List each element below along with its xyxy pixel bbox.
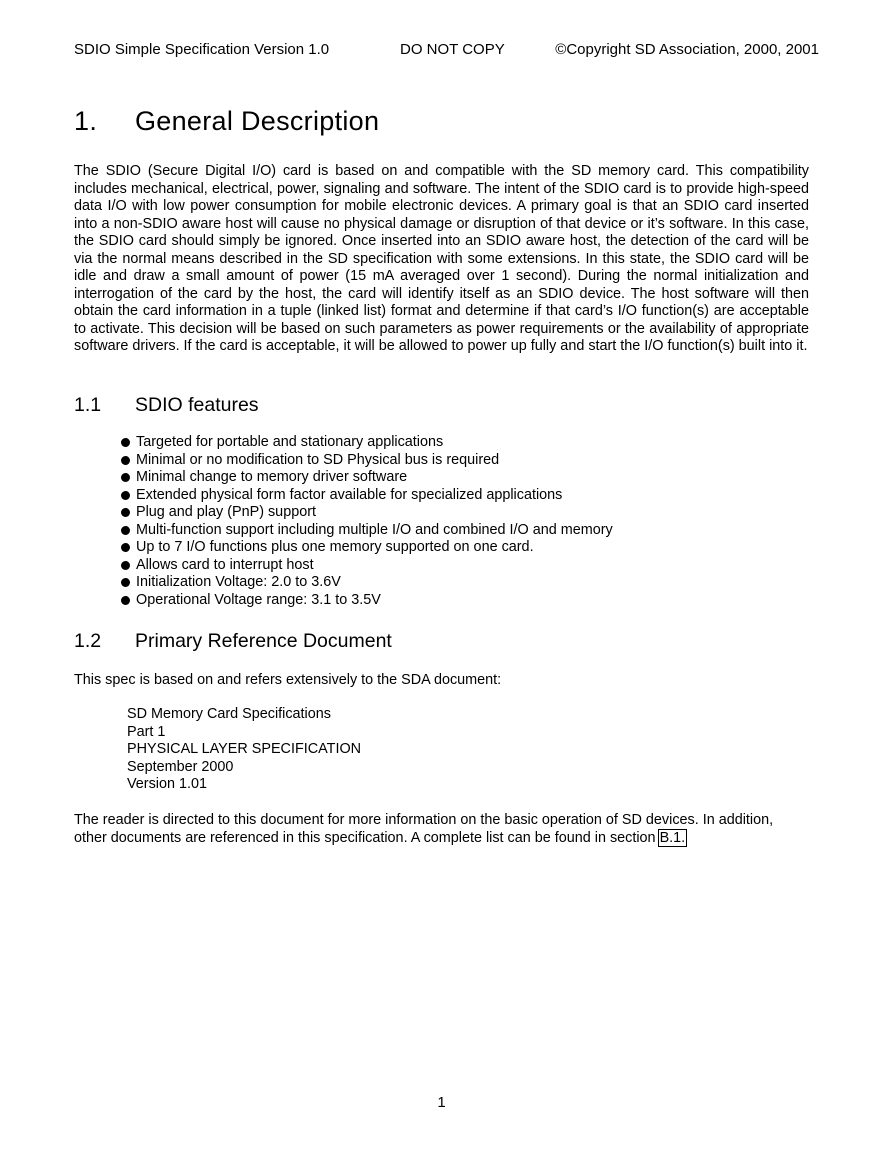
reference-line: September 2000 <box>127 758 234 775</box>
section-number: 1.2 <box>74 630 102 652</box>
feature-item <box>120 539 613 557</box>
bullet-icon <box>121 543 130 552</box>
bullet-icon <box>121 508 130 517</box>
page-header <box>74 41 819 59</box>
feature-item <box>120 504 613 522</box>
feature-text: Multi-function support including multiple I/O and combined I/O and memory <box>136 521 613 538</box>
closing-paragraph <box>74 812 809 847</box>
reference-line: SD Memory Card Specifications <box>127 706 331 722</box>
reference-line: PHYSICAL LAYER SPECIFICATION <box>127 741 362 757</box>
feature-text: Extended physical form factor available for specialized applications <box>136 486 563 503</box>
section-heading-1-1 <box>74 393 259 417</box>
feature-text: Operational Voltage range: 3.1 to 3.5V <box>136 591 381 608</box>
bullet-icon <box>121 473 130 482</box>
page-number: 1 <box>437 1094 446 1111</box>
feature-item <box>120 574 613 592</box>
reference-intro: This spec is based on and refers extensively to the SDA document: <box>74 672 502 688</box>
reference-document-block <box>127 706 361 794</box>
section-heading-1-2 <box>74 629 392 653</box>
feature-item <box>120 452 613 470</box>
reference-line: Part 1 <box>127 723 166 740</box>
bullet-icon <box>121 561 130 570</box>
feature-text: Minimal change to memory driver software <box>136 469 408 485</box>
bullet-icon <box>121 491 130 500</box>
section-b1-link[interactable]: B.1. <box>659 829 686 846</box>
feature-text: Up to 7 I/O functions plus one memory supported on one card. <box>136 539 534 555</box>
header-spec-title: SDIO Simple Specification Version 1.0 <box>74 41 330 58</box>
feature-item <box>120 592 613 610</box>
bullet-icon <box>121 526 130 535</box>
feature-item <box>120 557 613 575</box>
header-do-not-copy: DO NOT COPY <box>400 41 505 58</box>
section-number: 1.1 <box>74 394 102 416</box>
header-copyright: ©Copyright SD Association, 2000, 2001 <box>555 41 819 58</box>
section-title: Primary Reference Document <box>135 630 392 652</box>
bullet-icon <box>121 596 130 605</box>
intro-paragraph: The SDIO (Secure Digital I/O) card is based on and compatible with the SD memory card. This compatibility includes mechanical, electrical, power, signaling and software. The intent of the SDIO card is to provide high-speed data I/O with low power consumption for mobile electronic devices. A primary goal is that an SDIO card inserted into a non-SDIO aware host will cause no physical damage or disruption of that device or it’s software. In this case, the SDIO card should simply be ignored. Once inserted into an SDIO aware host, the detection of the card will be via the normal means described in the SD specification with some extensions. In this state, the SDIO card will be idle and draw a small amount of power (15 mA averaged over 1 second). During the normal initialization and interrogation of the card by the host, the card will identify itself as an SDIO device. The host software will then obtain the card information in a tuple (linked list) format and determine if that card’s I/O function(s) are acceptable to activate. This decision will be based on such parameters as power requirements or the availability of appropriate software drivers. If the card is acceptable, it will be allowed to power up fully and start the I/O function(s) built into it. <box>74 163 809 354</box>
feature-item <box>120 487 613 505</box>
bullet-icon <box>121 438 130 447</box>
feature-text: Plug and play (PnP) support <box>136 504 316 520</box>
feature-text: Allows card to interrupt host <box>136 556 314 573</box>
feature-item <box>120 522 613 540</box>
feature-text: Minimal or no modification to SD Physical bus is required <box>136 451 500 468</box>
closing-text: The reader is directed to this document for more information on the basic operation of SD devices. In addition, other documents are referenced in this specification. A complete list can be found in section <box>74 812 774 846</box>
chapter-title: General Description <box>135 106 380 136</box>
bullet-icon <box>121 456 130 465</box>
feature-item <box>120 434 613 452</box>
bullet-icon <box>121 578 130 587</box>
section-title: SDIO features <box>135 394 259 416</box>
reference-line: Version 1.01 <box>127 776 208 792</box>
chapter-heading <box>74 104 379 138</box>
features-list <box>120 434 613 609</box>
feature-text: Targeted for portable and stationary applications <box>136 434 444 450</box>
feature-item <box>120 469 613 487</box>
feature-text: Initialization Voltage: 2.0 to 3.6V <box>136 574 341 590</box>
chapter-number: 1. <box>74 106 98 136</box>
